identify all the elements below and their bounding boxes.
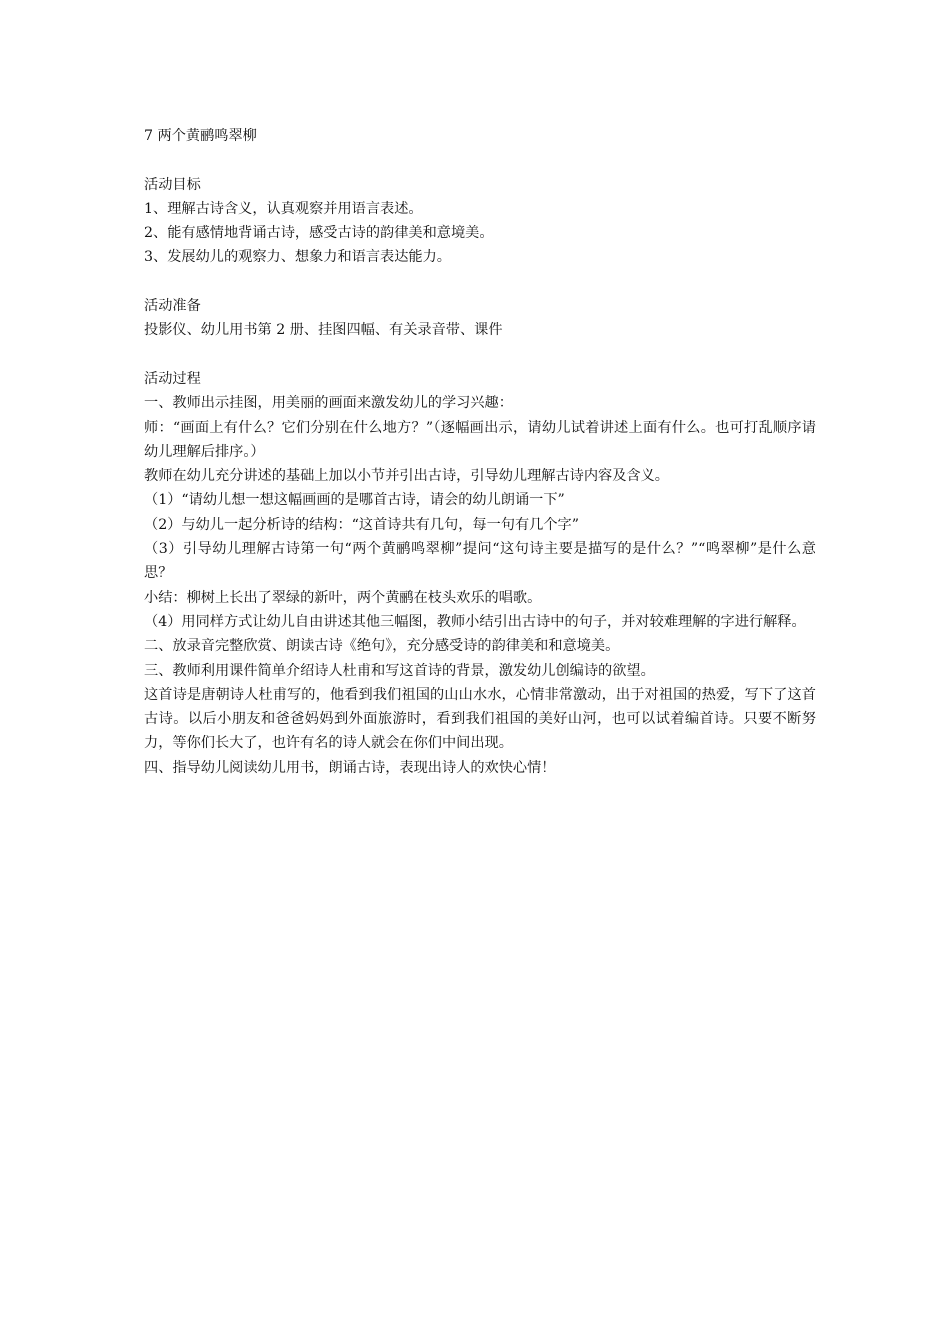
- blank-line: [144, 270, 816, 294]
- blank-line: [144, 148, 816, 172]
- process-substep: （4）用同样方式让幼儿自由讲述其他三幅图，教师小结引出古诗中的句子，并对较难理解的字进行解释。: [144, 613, 806, 630]
- process-step-2: 二、放录音完整欣赏、朗读古诗《绝句》，充分感受诗的韵律美和和意境美。: [144, 638, 620, 655]
- goal-item: 3、发展幼儿的观察力、想象力和语言表达能力。: [144, 249, 451, 266]
- process-paragraph: 师：“画面上有什么？它们分别在什么地方？”（逐幅画出示，请幼儿试着讲述上面有什么。也可打乱顺序请幼儿理解后排序。）: [144, 419, 816, 460]
- process-step-3: 三、教师利用课件简单介绍诗人杜甫和写这首诗的背景，激发幼儿创编诗的欲望。: [144, 662, 655, 679]
- document-body: [144, 124, 816, 780]
- process-step-4: 四、指导幼儿阅读幼儿用书，朗诵古诗，表现出诗人的欢快心情！: [144, 759, 556, 776]
- process-paragraph: 教师在幼儿充分讲述的基础上加以小节并引出古诗，引导幼儿理解古诗内容及含义。: [144, 468, 669, 485]
- process-substep: （1）“请幼儿想一想这幅画画的是哪首古诗，请会的幼儿朗诵一下”: [144, 492, 565, 509]
- preparation-heading: 活动准备: [144, 298, 201, 315]
- goal-item: 1、理解古诗含义，认真观察并用语言表述。: [144, 200, 423, 217]
- process-substep: （3）引导幼儿理解古诗第一句“两个黄鹂鸣翠柳”提问“这句诗主要是描写的是什么？”“鸣翠柳”是什么意思？: [144, 541, 816, 582]
- process-heading: 活动过程: [144, 370, 201, 387]
- process-substep: （2）与幼儿一起分析诗的结构：“这首诗共有几句，每一句有几个字”: [144, 516, 579, 533]
- process-step-1: 一、教师出示挂图，用美丽的画面来激发幼儿的学习兴趣：: [144, 395, 513, 412]
- process-paragraph: 这首诗是唐朝诗人杜甫写的，他看到我们祖国的山山水水，心情非常激动，出于对祖国的热爱，写下了这首古诗。以后小朋友和爸爸妈妈到外面旅游时，看到我们祖国的美好山河，也可以试着编首诗。只要不断努力，等你们长大了，也许有名的诗人就会在你们中间出现。: [144, 686, 816, 752]
- process-summary: 小结：柳树上长出了翠绿的新叶，两个黄鹂在枝头欢乐的唱歌。: [144, 589, 542, 606]
- blank-line: [144, 343, 816, 367]
- preparation-text: 投影仪、幼儿用书第 2 册、挂图四幅、有关录音带、课件: [144, 322, 503, 339]
- document-title: 7 两个黄鹂鸣翠柳: [144, 128, 257, 144]
- goals-heading: 活动目标: [144, 176, 201, 193]
- goal-item: 2、能有感情地背诵古诗，感受古诗的韵律美和意境美。: [144, 225, 494, 242]
